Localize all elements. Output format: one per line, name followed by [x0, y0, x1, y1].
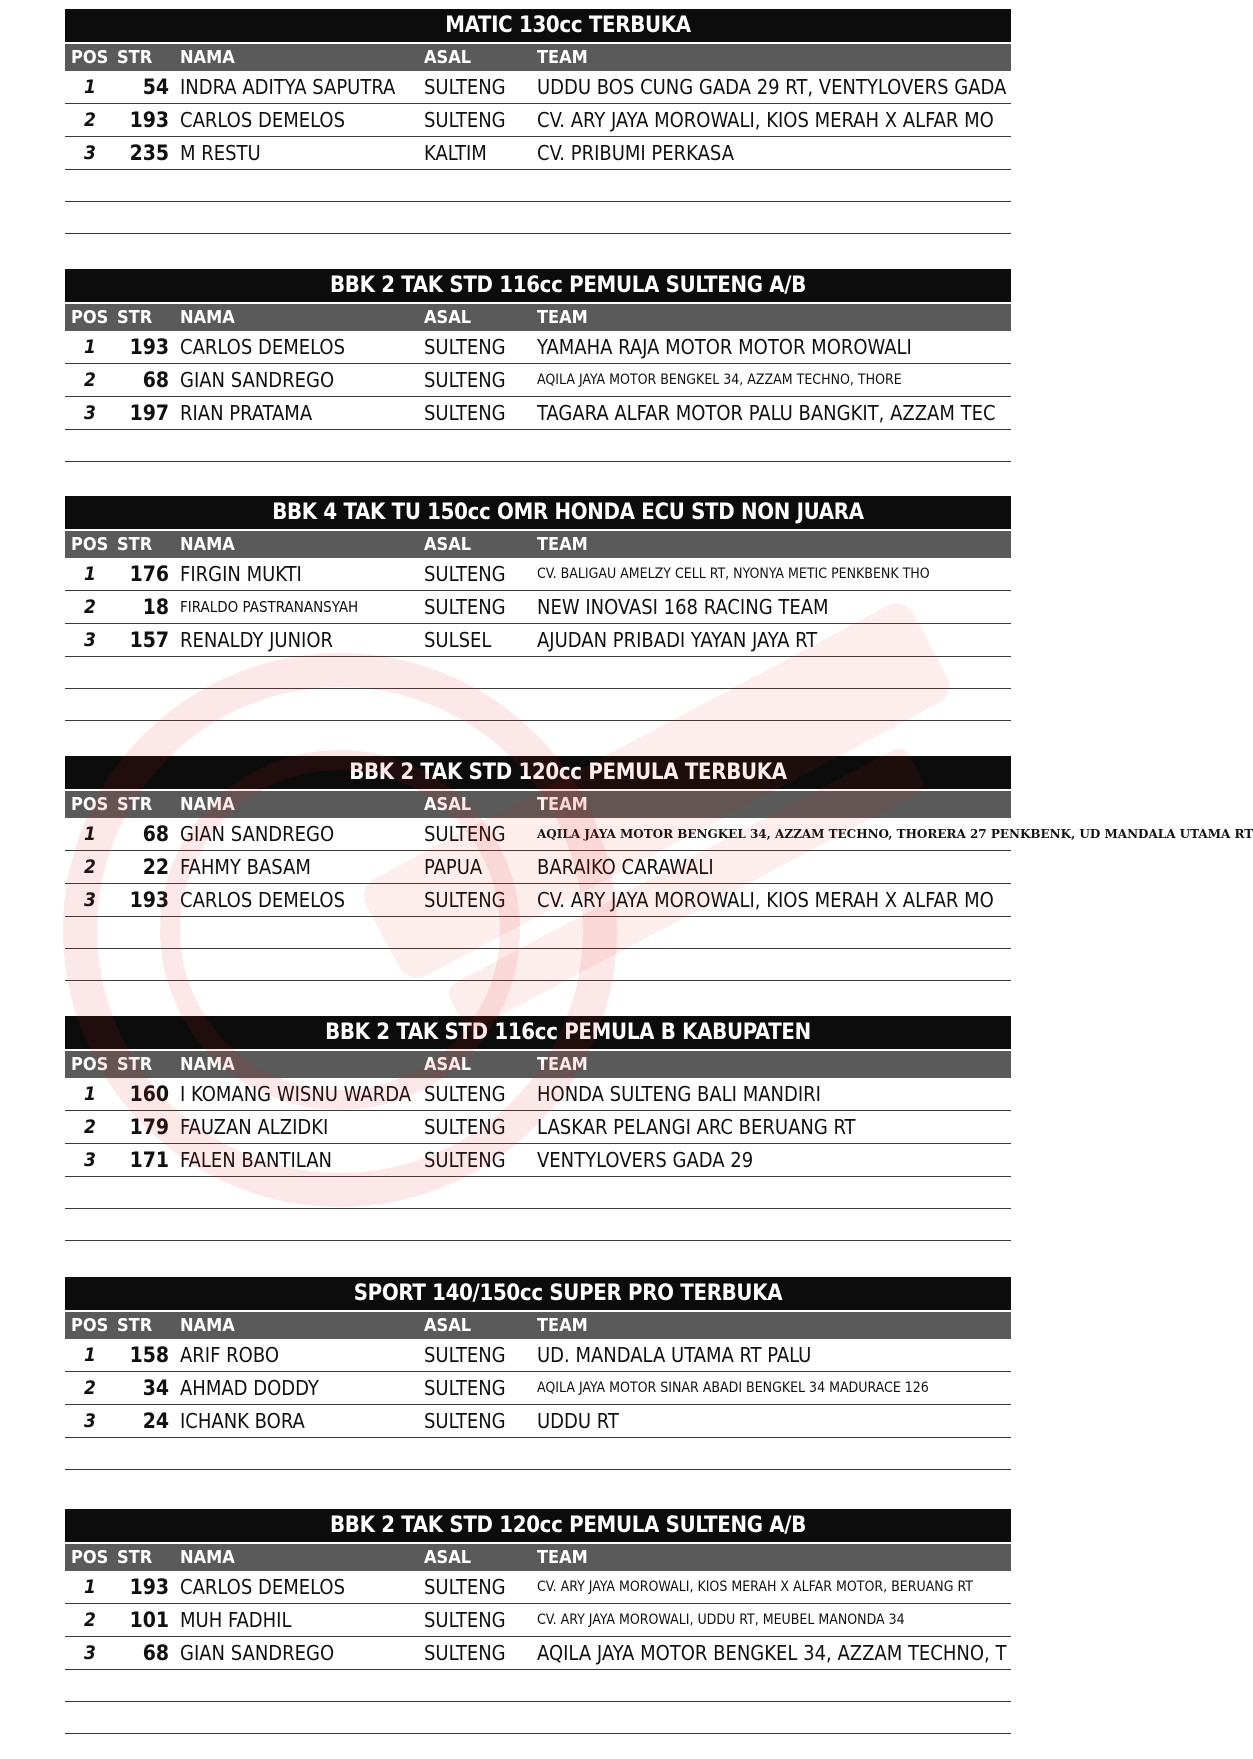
nama-cell: CARLOS DEMELOS [180, 888, 345, 912]
nama-cell: RENALDY JUNIOR [180, 628, 334, 652]
header-nama: NAMA [180, 1054, 235, 1075]
table-row [65, 1111, 1011, 1144]
str-cell: 193 [129, 1575, 169, 1599]
race-section [65, 756, 1253, 981]
str-cell: 179 [129, 1115, 169, 1139]
nama-cell: GIAN SANDREGO [180, 368, 335, 392]
str-cell: 34 [142, 1376, 169, 1400]
asal-cell: SULTENG [424, 1608, 506, 1632]
header-asal: ASAL [424, 1054, 472, 1075]
nama-cell: ICHANK BORA [180, 1409, 305, 1433]
team-cell: UDDU RT [537, 1409, 619, 1433]
asal-cell: SULTENG [424, 401, 506, 425]
empty-row [65, 1177, 1011, 1209]
header-str: STR [117, 47, 153, 68]
nama-cell: FAHMY BASAM [180, 855, 311, 879]
header-team: TEAM [537, 307, 588, 328]
table-row [65, 1405, 1011, 1438]
pos-cell: 2 [84, 369, 96, 391]
header-team: TEAM [537, 1054, 588, 1075]
pos-cell: 1 [84, 563, 96, 585]
table-row [65, 137, 1011, 170]
nama-cell: RIAN PRATAMA [180, 401, 313, 425]
header-team: TEAM [537, 534, 588, 555]
header-nama: NAMA [180, 1315, 235, 1336]
asal-cell: SULTENG [424, 562, 506, 586]
header-str: STR [117, 1054, 153, 1075]
header-asal: ASAL [424, 534, 472, 555]
nama-cell: FALEN BANTILAN [180, 1148, 333, 1172]
header-team: TEAM [537, 1547, 588, 1568]
str-cell: 193 [129, 108, 169, 132]
header-nama: NAMA [180, 47, 235, 68]
empty-row [65, 949, 1011, 981]
header-str: STR [117, 1547, 153, 1568]
nama-cell: I KOMANG WISNU WARDA [180, 1082, 412, 1106]
table-row [65, 1604, 1011, 1637]
team-cell: AQILA JAYA MOTOR BENGKEL 34, AZZAM TECHNO, THORE [537, 372, 902, 388]
race-section [65, 9, 1011, 234]
race-title: BBK 4 TAK TU 150cc OMR HONDA ECU STD NON JUARA [65, 496, 1011, 529]
table-header [65, 1051, 1011, 1078]
asal-cell: SULTENG [424, 595, 506, 619]
pos-cell: 1 [84, 1576, 96, 1598]
table-header [65, 791, 1011, 818]
nama-cell: CARLOS DEMELOS [180, 335, 345, 359]
nama-cell: FIRALDO PASTRANANSYAH [180, 598, 359, 616]
table-row [65, 1571, 1011, 1604]
pos-cell: 1 [84, 823, 96, 845]
table-row [65, 71, 1011, 104]
table-row [65, 558, 1011, 591]
str-cell: 176 [129, 562, 169, 586]
team-cell: VENTYLOVERS GADA 29 [537, 1148, 754, 1172]
team-cell: UDDU BOS CUNG GADA 29 RT, VENTYLOVERS GADA [537, 75, 1007, 99]
header-pos: POS [71, 307, 109, 328]
header-asal: ASAL [424, 307, 472, 328]
pos-cell: 3 [84, 1149, 96, 1171]
header-pos: POS [71, 534, 109, 555]
team-cell: AQILA JAYA MOTOR SINAR ABADI BENGKEL 34 MADURACE 126 [537, 1380, 929, 1396]
str-cell: 193 [129, 335, 169, 359]
pos-cell: 2 [84, 1609, 96, 1631]
header-pos: POS [71, 47, 109, 68]
table-row [65, 591, 1011, 624]
asal-cell: SULTENG [424, 1575, 506, 1599]
header-pos: POS [71, 1547, 109, 1568]
empty-row [65, 202, 1011, 234]
table-header [65, 304, 1011, 331]
table-row [65, 104, 1011, 137]
race-section [65, 1509, 1011, 1734]
header-nama: NAMA [180, 534, 235, 555]
nama-cell: CARLOS DEMELOS [180, 1575, 345, 1599]
nama-cell: CARLOS DEMELOS [180, 108, 345, 132]
str-cell: 235 [129, 141, 169, 165]
race-title: BBK 2 TAK STD 116cc PEMULA SULTENG A/B [65, 269, 1011, 302]
team-cell: AQILA JAYA MOTOR BENGKEL 34, AZZAM TECHNO, T [537, 1641, 1007, 1665]
pos-cell: 3 [84, 402, 96, 424]
asal-cell: SULTENG [424, 1641, 506, 1665]
str-cell: 68 [142, 822, 169, 846]
table-row [65, 1339, 1011, 1372]
empty-row [65, 430, 1011, 462]
race-title: BBK 2 TAK STD 120cc PEMULA TERBUKA [65, 756, 1011, 789]
nama-cell: FIRGIN MUKTI [180, 562, 302, 586]
table-row [65, 1078, 1011, 1111]
asal-cell: SULTENG [424, 1343, 506, 1367]
str-cell: 157 [129, 628, 169, 652]
nama-cell: INDRA ADITYA SAPUTRA [180, 75, 396, 99]
str-cell: 197 [129, 401, 169, 425]
team-cell: LASKAR PELANGI ARC BERUANG RT [537, 1115, 856, 1139]
asal-cell: SULTENG [424, 1409, 506, 1433]
team-cell: AQILA JAYA MOTOR BENGKEL 34, AZZAM TECHNO, THORERA 27 PENKBENK, UD MANDALA UTAMA RT [537, 827, 1253, 841]
empty-row [65, 657, 1011, 689]
table-header [65, 44, 1011, 71]
empty-row [65, 1438, 1011, 1470]
header-team: TEAM [537, 794, 588, 815]
asal-cell: SULTENG [424, 1082, 506, 1106]
header-pos: POS [71, 1315, 109, 1336]
team-cell: UD. MANDALA UTAMA RT PALU [537, 1343, 812, 1367]
str-cell: 24 [142, 1409, 169, 1433]
asal-cell: SULTENG [424, 888, 506, 912]
empty-row [65, 1670, 1011, 1702]
table-header [65, 1544, 1011, 1571]
asal-cell: SULTENG [424, 75, 506, 99]
team-cell: CV. ARY JAYA MOROWALI, KIOS MERAH X ALFAR MO [537, 888, 994, 912]
table-row [65, 851, 1011, 884]
empty-row [65, 170, 1011, 202]
header-asal: ASAL [424, 1315, 472, 1336]
table-row [65, 397, 1011, 430]
header-str: STR [117, 534, 153, 555]
str-cell: 193 [129, 888, 169, 912]
race-title: SPORT 140/150cc SUPER PRO TERBUKA [65, 1277, 1011, 1310]
race-title: MATIC 130cc TERBUKA [65, 9, 1011, 42]
empty-row [65, 1702, 1011, 1734]
asal-cell: SULTENG [424, 1115, 506, 1139]
asal-cell: SULTENG [424, 368, 506, 392]
team-cell: HONDA SULTENG BALI MANDIRI [537, 1082, 821, 1106]
race-section [65, 496, 1011, 721]
pos-cell: 1 [84, 336, 96, 358]
str-cell: 18 [142, 595, 169, 619]
header-asal: ASAL [424, 1547, 472, 1568]
header-nama: NAMA [180, 794, 235, 815]
pos-cell: 3 [84, 629, 96, 651]
pos-cell: 1 [84, 76, 96, 98]
table-row [65, 1637, 1011, 1670]
header-pos: POS [71, 1054, 109, 1075]
str-cell: 68 [142, 368, 169, 392]
str-cell: 22 [142, 855, 169, 879]
nama-cell: MUH FADHIL [180, 1608, 292, 1632]
header-asal: ASAL [424, 47, 472, 68]
str-cell: 68 [142, 1641, 169, 1665]
team-cell: CV. PRIBUMI PERKASA [537, 141, 735, 165]
table-row [65, 818, 1253, 851]
race-section [65, 269, 1011, 462]
str-cell: 171 [129, 1148, 169, 1172]
asal-cell: SULTENG [424, 108, 506, 132]
header-pos: POS [71, 794, 109, 815]
table-row [65, 884, 1011, 917]
pos-cell: 2 [84, 596, 96, 618]
header-nama: NAMA [180, 1547, 235, 1568]
race-section [65, 1277, 1011, 1470]
pos-cell: 3 [84, 142, 96, 164]
asal-cell: SULTENG [424, 822, 506, 846]
str-cell: 160 [129, 1082, 169, 1106]
nama-cell: GIAN SANDREGO [180, 822, 335, 846]
team-cell: CV. ARY JAYA MOROWALI, UDDU RT, MEUBEL MANONDA 34 [537, 1612, 905, 1628]
nama-cell: AHMAD DODDY [180, 1376, 319, 1400]
empty-row [65, 689, 1011, 721]
pos-cell: 1 [84, 1083, 96, 1105]
pos-cell: 2 [84, 856, 96, 878]
pos-cell: 3 [84, 889, 96, 911]
table-row [65, 1372, 1011, 1405]
pos-cell: 2 [84, 1116, 96, 1138]
header-nama: NAMA [180, 307, 235, 328]
race-section [65, 1016, 1011, 1241]
team-cell: CV. ARY JAYA MOROWALI, KIOS MERAH X ALFAR MO [537, 108, 994, 132]
pos-cell: 2 [84, 1377, 96, 1399]
team-cell: YAMAHA RAJA MOTOR MOTOR MOROWALI [537, 335, 912, 359]
team-cell: CV. ARY JAYA MOROWALI, KIOS MERAH X ALFAR MOTOR, BERUANG RT [537, 1579, 973, 1595]
team-cell: NEW INOVASI 168 RACING TEAM [537, 595, 829, 619]
header-team: TEAM [537, 47, 588, 68]
table-row [65, 331, 1011, 364]
pos-cell: 3 [84, 1642, 96, 1664]
team-cell: CV. BALIGAU AMELZY CELL RT, NYONYA METIC PENKBENK THO [537, 566, 930, 582]
table-row [65, 1144, 1011, 1177]
asal-cell: SULTENG [424, 1376, 506, 1400]
race-title: BBK 2 TAK STD 120cc PEMULA SULTENG A/B [65, 1509, 1011, 1542]
team-cell: TAGARA ALFAR MOTOR PALU BANGKIT, AZZAM TEC [537, 401, 996, 425]
asal-cell: SULTENG [424, 1148, 506, 1172]
empty-row [65, 917, 1011, 949]
str-cell: 54 [142, 75, 169, 99]
str-cell: 158 [129, 1343, 169, 1367]
header-str: STR [117, 1315, 153, 1336]
nama-cell: ARIF ROBO [180, 1343, 279, 1367]
table-header [65, 1312, 1011, 1339]
asal-cell: SULSEL [424, 628, 492, 652]
asal-cell: KALTIM [424, 141, 487, 165]
pos-cell: 3 [84, 1410, 96, 1432]
race-title: BBK 2 TAK STD 116cc PEMULA B KABUPATEN [65, 1016, 1011, 1049]
team-cell: BARAIKO CARAWALI [537, 855, 714, 879]
table-row [65, 624, 1011, 657]
pos-cell: 1 [84, 1344, 96, 1366]
header-asal: ASAL [424, 794, 472, 815]
pos-cell: 2 [84, 109, 96, 131]
team-cell: AJUDAN PRIBADI YAYAN JAYA RT [537, 628, 818, 652]
nama-cell: FAUZAN ALZIDKI [180, 1115, 329, 1139]
header-str: STR [117, 794, 153, 815]
empty-row [65, 1209, 1011, 1241]
table-header [65, 531, 1011, 558]
asal-cell: PAPUA [424, 855, 483, 879]
asal-cell: SULTENG [424, 335, 506, 359]
str-cell: 101 [129, 1608, 169, 1632]
nama-cell: GIAN SANDREGO [180, 1641, 335, 1665]
header-team: TEAM [537, 1315, 588, 1336]
nama-cell: M RESTU [180, 141, 261, 165]
header-str: STR [117, 307, 153, 328]
table-row [65, 364, 1011, 397]
